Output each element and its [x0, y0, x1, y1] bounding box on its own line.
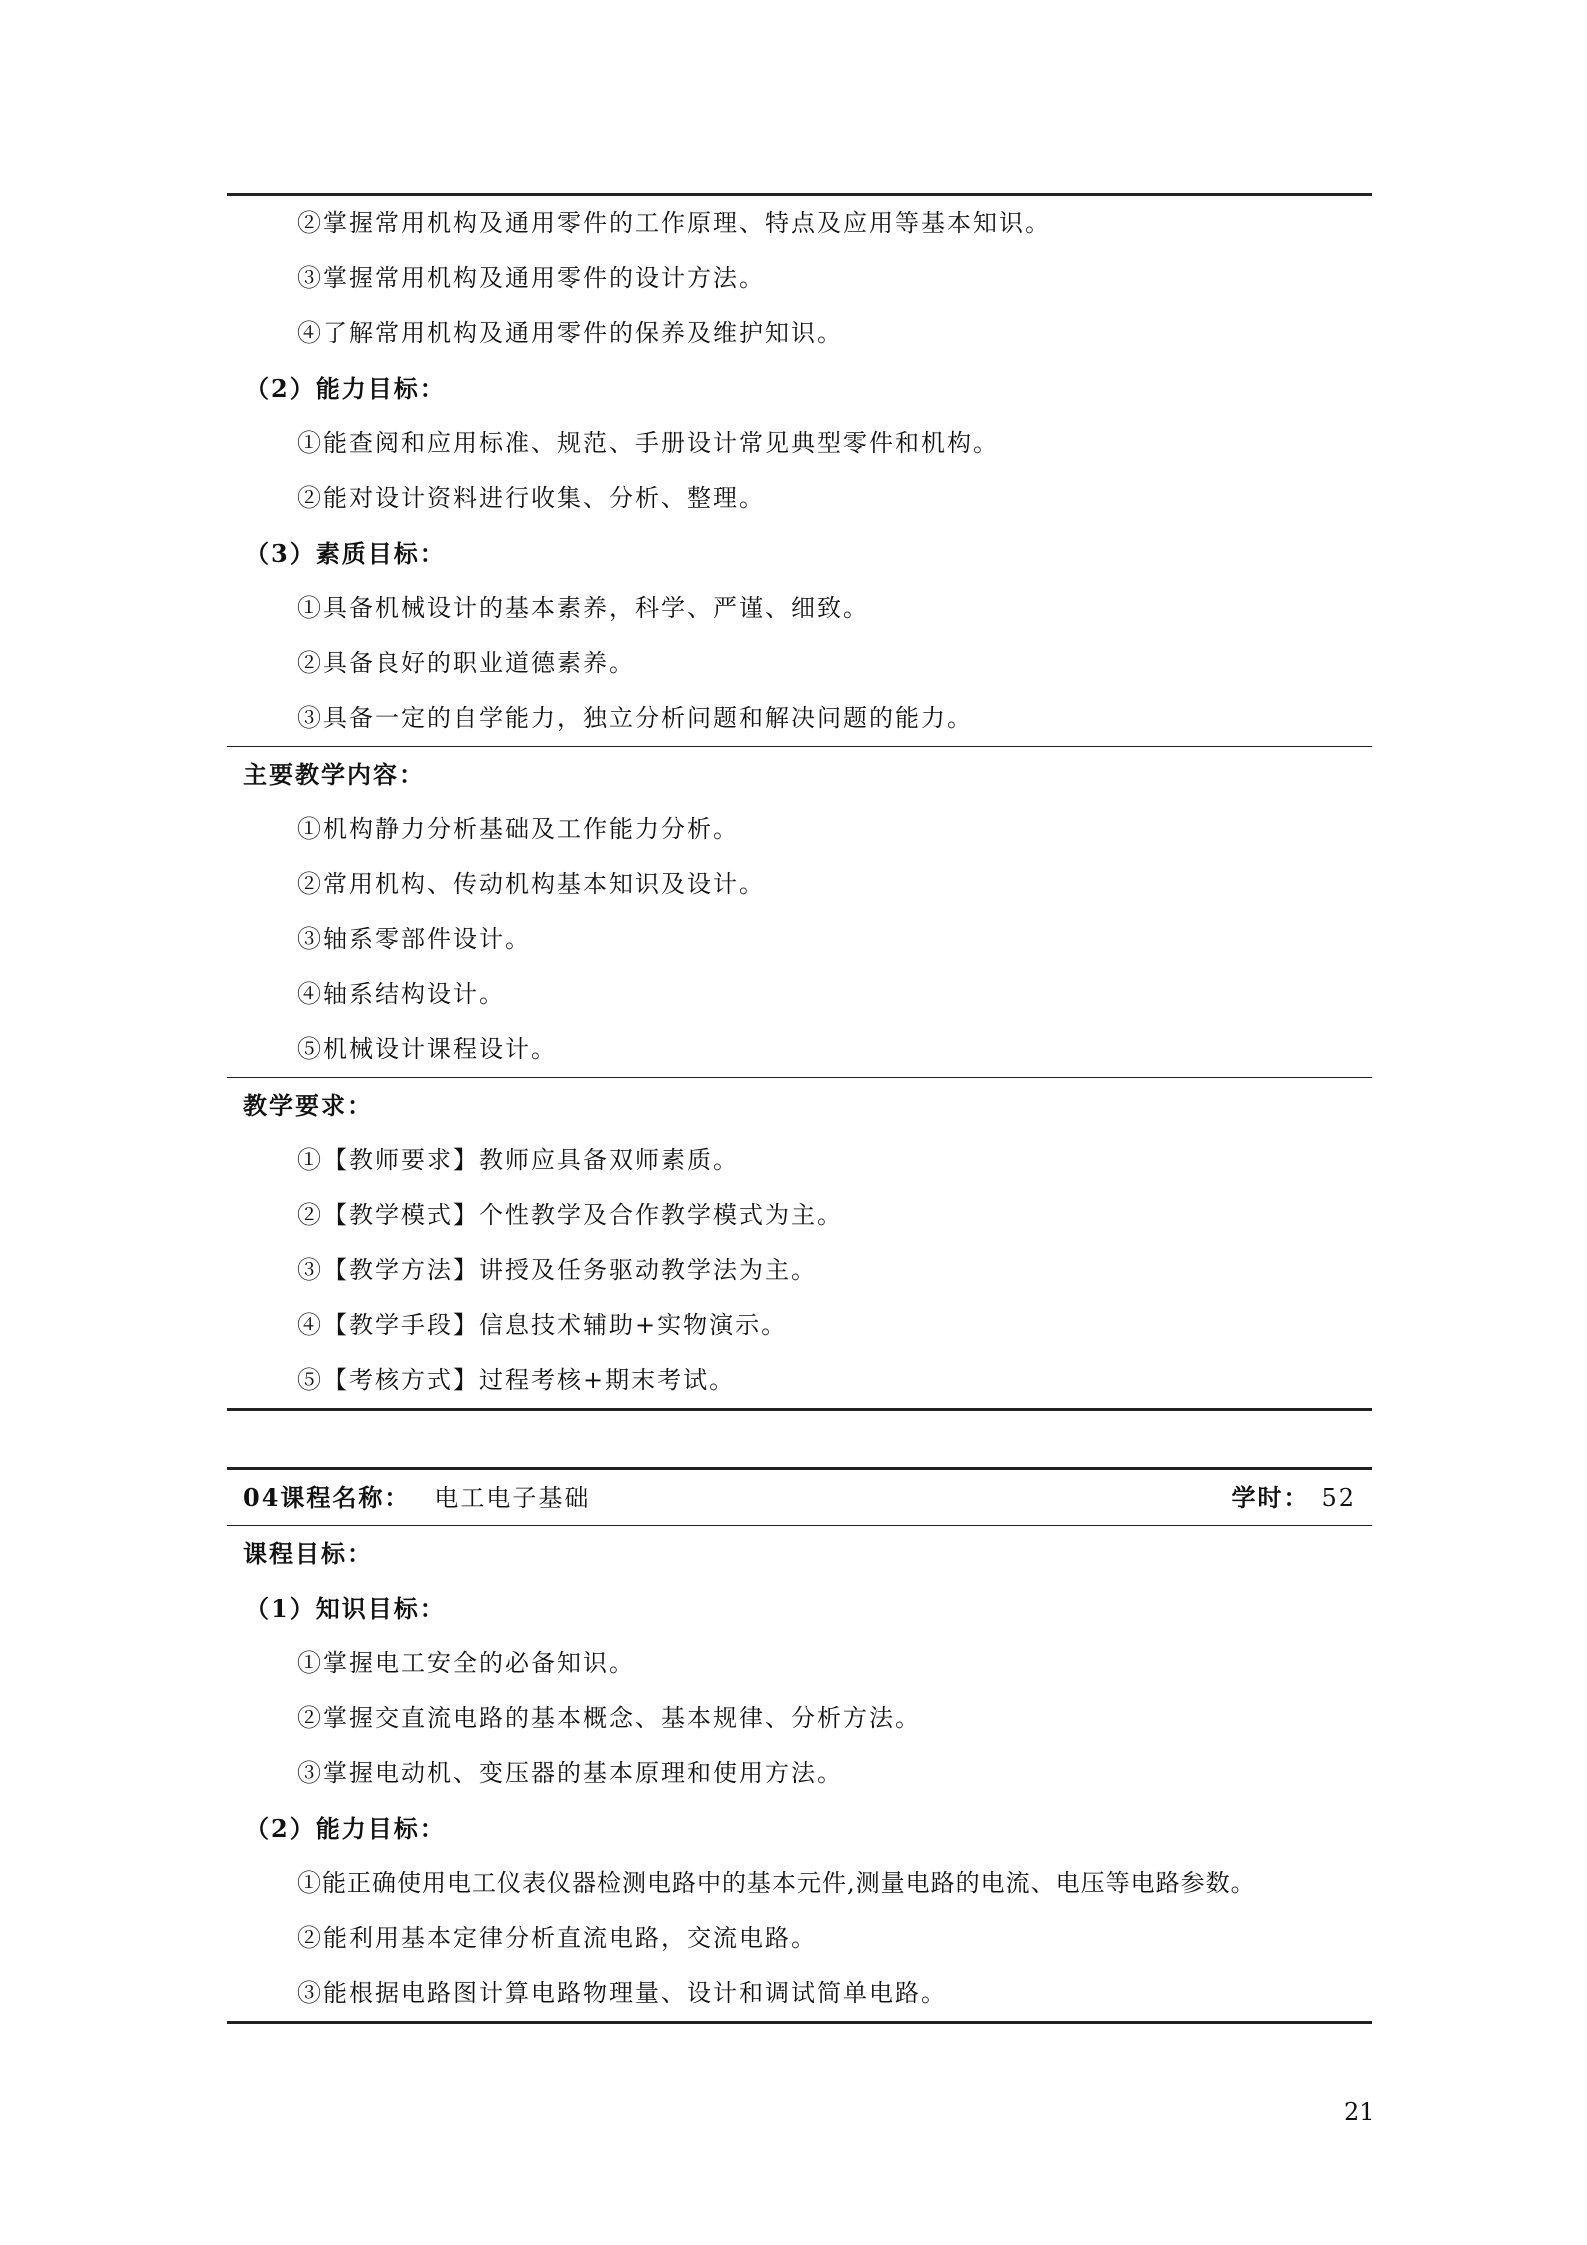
teaching-content-item: ⑤机械设计课程设计。 — [297, 1035, 557, 1063]
teaching-requirement-item: ④【教学手段】信息技术辅助+实物演示。 — [297, 1311, 788, 1339]
course-hours-value: 52 — [1321, 1484, 1356, 1512]
table-bottom-rule — [227, 1408, 1372, 1411]
table-bottom-rule — [227, 2021, 1372, 2024]
quality-objective-item: ①具备机械设计的基本素养，科学、严谨、细致。 — [297, 594, 869, 622]
course-title-cell — [243, 1470, 590, 1525]
teaching-content-item: ③轴系零部件设计。 — [297, 925, 531, 953]
quality-label-text: （3）素质目标： — [245, 539, 446, 568]
ability-objective-item: ③能根据电路图计算电路物理量、设计和调试简单电路。 — [297, 1979, 947, 2007]
ability-objective-item: ②能利用基本定律分析直流电路，交流电路。 — [297, 1924, 817, 1952]
knowledge-objective-item: ④了解常用机构及通用零件的保养及维护知识。 — [297, 319, 843, 347]
teaching-content-heading: 主要教学内容： — [243, 760, 425, 789]
teaching-requirements-heading: 教学要求： — [243, 1091, 373, 1120]
course-table-04 — [227, 1467, 1372, 2024]
course-name-value: 电工电子基础 — [434, 1484, 591, 1512]
course-name-label: 04课程名称： — [243, 1483, 411, 1512]
knowledge-objective-item: ③掌握常用机构及通用零件的设计方法。 — [297, 264, 765, 292]
ability-objective-item: ②能对设计资料进行收集、分析、整理。 — [297, 484, 765, 512]
quality-objective-item: ②具备良好的职业道德素养。 — [297, 649, 635, 677]
course-table-continued — [227, 193, 1372, 1411]
course-hours-label: 学时： — [1231, 1483, 1310, 1512]
knowledge-objective-item: ②掌握交直流电路的基本概念、基本规律、分析方法。 — [297, 1704, 921, 1732]
teaching-content-item: ①机构静力分析基础及工作能力分析。 — [297, 815, 739, 843]
knowledge-objective-item: ①掌握电工安全的必备知识。 — [297, 1649, 635, 1677]
teaching-content-item: ④轴系结构设计。 — [297, 980, 505, 1008]
ability-objective-label — [227, 1801, 1372, 1856]
ability-label-text: （2）能力目标： — [245, 374, 446, 403]
knowledge-objective-item: ③掌握电动机、变压器的基本原理和使用方法。 — [297, 1759, 843, 1787]
course-header-row — [227, 1470, 1372, 1525]
teaching-requirement-item: ①【教师要求】教师应具备双师素质。 — [297, 1146, 739, 1174]
ability-label-text: （2）能力目标： — [245, 1814, 446, 1843]
teaching-content-item: ②常用机构、传动机构基本知识及设计。 — [297, 870, 765, 898]
knowledge-objective-item: ②掌握常用机构及通用零件的工作原理、特点及应用等基本知识。 — [297, 209, 1051, 237]
teaching-requirement-item: ⑤【考核方式】过程考核+期末考试。 — [297, 1366, 736, 1394]
ability-objective-label — [227, 361, 1372, 416]
course-hours-cell — [1231, 1470, 1356, 1525]
knowledge-label-text: （1）知识目标： — [245, 1594, 446, 1623]
teaching-requirement-item: ②【教学模式】个性教学及合作教学模式为主。 — [297, 1201, 843, 1229]
teaching-requirement-item: ③【教学方法】讲授及任务驱动教学法为主。 — [297, 1256, 817, 1284]
ability-objective-item: ①能正确使用电工仪表仪器检测电路中的基本元件,测量电路的电流、电压等电路参数。 — [297, 1869, 1256, 1897]
page-number: 21 — [1344, 2098, 1375, 2126]
quality-objective-item: ③具备一定的自学能力，独立分析问题和解决问题的能力。 — [297, 704, 973, 732]
course-objectives-heading: 课程目标： — [243, 1539, 373, 1568]
quality-objective-label — [227, 526, 1372, 581]
ability-objective-item: ①能查阅和应用标准、规范、手册设计常见典型零件和机构。 — [297, 429, 999, 457]
knowledge-objective-label — [227, 1581, 1372, 1636]
